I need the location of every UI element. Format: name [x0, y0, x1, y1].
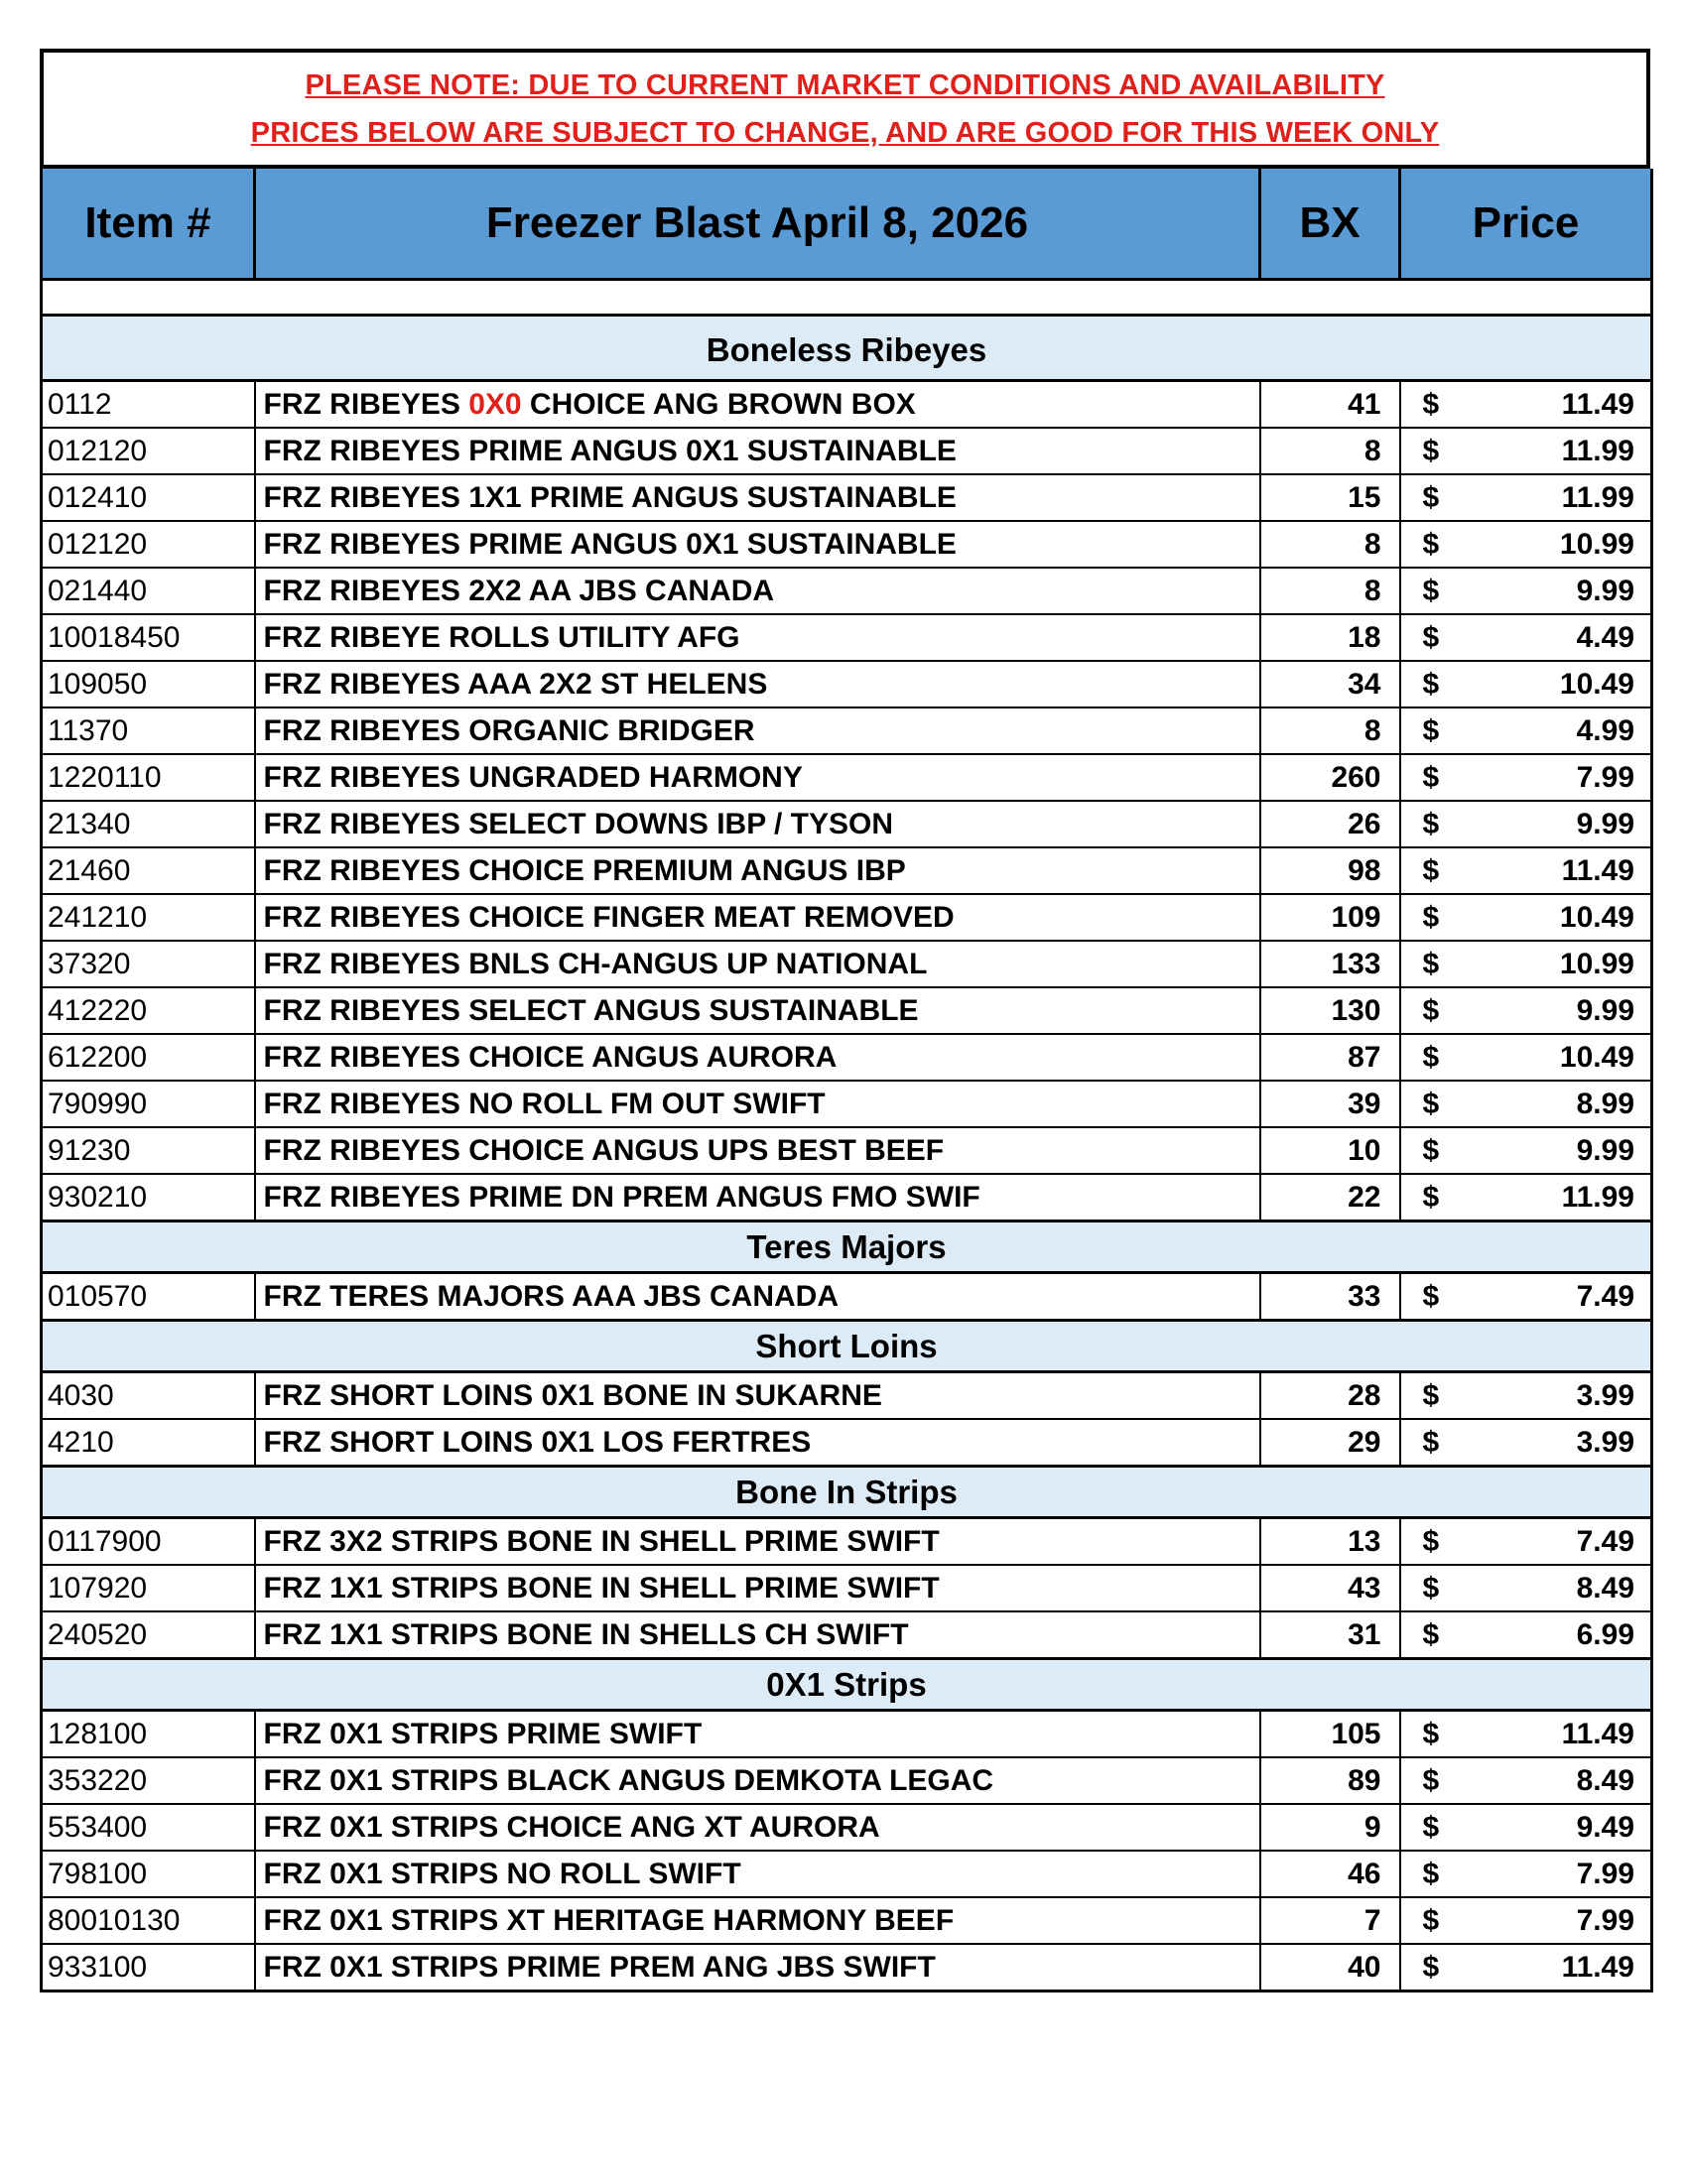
price-cell	[1400, 1897, 1652, 1944]
currency-symbol: $	[1422, 1425, 1440, 1459]
box-count: 10	[1260, 1127, 1400, 1174]
price-cell	[1400, 1944, 1652, 1991]
item-number: 128100	[42, 1711, 255, 1758]
price-amount: 10.49	[1559, 667, 1634, 701]
header-title: Freezer Blast April 8, 2026	[255, 169, 1260, 280]
item-description: FRZ RIBEYES AAA 2X2 ST HELENS	[255, 661, 1260, 707]
item-description: FRZ RIBEYES CHOICE PREMIUM ANGUS IBP	[255, 847, 1260, 894]
price-amount: 8.99	[1576, 1087, 1634, 1120]
box-count: 109	[1260, 894, 1400, 941]
price-cell	[1400, 1851, 1652, 1897]
item-description: FRZ 0X1 STRIPS BLACK ANGUS DEMKOTA LEGAC	[255, 1757, 1260, 1804]
currency-symbol: $	[1422, 1279, 1440, 1313]
price-amount: 7.49	[1576, 1524, 1634, 1558]
item-number: 553400	[42, 1804, 255, 1851]
table-row	[42, 428, 1652, 474]
section-title: Boneless Ribeyes	[42, 316, 1652, 381]
currency-symbol: $	[1422, 1857, 1440, 1890]
table-row	[42, 1127, 1652, 1174]
price-amount: 10.99	[1559, 947, 1634, 980]
section-header-row	[42, 1659, 1652, 1711]
currency-symbol: $	[1422, 667, 1440, 701]
item-description: FRZ 0X1 STRIPS PRIME PREM ANG JBS SWIFT	[255, 1944, 1260, 1991]
price-cell	[1400, 707, 1652, 754]
table-row	[42, 1273, 1652, 1321]
currency-symbol: $	[1422, 807, 1440, 840]
section-title: Short Loins	[42, 1321, 1652, 1372]
item-description: FRZ RIBEYES SELECT DOWNS IBP / TYSON	[255, 801, 1260, 847]
price-cell	[1400, 1419, 1652, 1467]
notice-line-1: PLEASE NOTE: DUE TO CURRENT MARKET CONDITIONS AND AVAILABILITY	[305, 68, 1385, 101]
header-item: Item #	[42, 169, 255, 280]
price-cell	[1400, 381, 1652, 429]
price-amount: 10.49	[1559, 900, 1634, 934]
currency-symbol: $	[1422, 1717, 1440, 1750]
box-count: 43	[1260, 1565, 1400, 1611]
table-row	[42, 1174, 1652, 1221]
price-cell	[1400, 801, 1652, 847]
item-description: FRZ 1X1 STRIPS BONE IN SHELLS CH SWIFT	[255, 1611, 1260, 1659]
currency-symbol: $	[1422, 853, 1440, 887]
table-row	[42, 1611, 1652, 1659]
box-count: 15	[1260, 474, 1400, 521]
price-amount: 7.99	[1576, 1857, 1634, 1890]
currency-symbol: $	[1422, 480, 1440, 514]
price-cell	[1400, 474, 1652, 521]
item-description: FRZ RIBEYES ORGANIC BRIDGER	[255, 707, 1260, 754]
currency-symbol: $	[1422, 1810, 1440, 1844]
price-cell	[1400, 1757, 1652, 1804]
box-count: 7	[1260, 1897, 1400, 1944]
price-cell	[1400, 941, 1652, 987]
item-description: FRZ RIBEYES PRIME DN PREM ANGUS FMO SWIF	[255, 1174, 1260, 1221]
item-number: 21340	[42, 801, 255, 847]
price-cell	[1400, 1711, 1652, 1758]
box-count: 8	[1260, 707, 1400, 754]
price-cell	[1400, 1174, 1652, 1221]
header-bx: BX	[1260, 169, 1400, 280]
item-description: FRZ RIBEYES SELECT ANGUS SUSTAINABLE	[255, 987, 1260, 1034]
price-table	[40, 169, 1653, 1992]
item-description: FRZ RIBEYES PRIME ANGUS 0X1 SUSTAINABLE	[255, 521, 1260, 568]
table-row	[42, 754, 1652, 801]
table-row	[42, 1804, 1652, 1851]
item-number: 0112	[42, 381, 255, 429]
item-description: FRZ RIBEYES CHOICE ANGUS UPS BEST BEEF	[255, 1127, 1260, 1174]
table-row	[42, 1711, 1652, 1758]
item-number: 91230	[42, 1127, 255, 1174]
item-description: FRZ SHORT LOINS 0X1 LOS FERTRES	[255, 1419, 1260, 1467]
price-cell	[1400, 847, 1652, 894]
item-description: FRZ 0X1 STRIPS CHOICE ANG XT AURORA	[255, 1804, 1260, 1851]
item-number: 0117900	[42, 1518, 255, 1566]
currency-symbol: $	[1422, 527, 1440, 561]
currency-symbol: $	[1422, 620, 1440, 654]
price-cell	[1400, 428, 1652, 474]
table-header-row	[42, 169, 1652, 280]
box-count: 41	[1260, 381, 1400, 429]
box-count: 130	[1260, 987, 1400, 1034]
price-cell	[1400, 568, 1652, 614]
currency-symbol: $	[1422, 1571, 1440, 1605]
box-count: 8	[1260, 568, 1400, 614]
item-number: 012120	[42, 428, 255, 474]
box-count: 8	[1260, 428, 1400, 474]
price-amount: 10.99	[1559, 527, 1634, 561]
box-count: 8	[1260, 521, 1400, 568]
price-amount: 3.99	[1576, 1378, 1634, 1412]
item-description: FRZ RIBEYES PRIME ANGUS 0X1 SUSTAINABLE	[255, 428, 1260, 474]
item-number: 11370	[42, 707, 255, 754]
item-number: 790990	[42, 1081, 255, 1127]
item-description: FRZ 1X1 STRIPS BONE IN SHELL PRIME SWIFT	[255, 1565, 1260, 1611]
item-number: 1220110	[42, 754, 255, 801]
price-sheet	[40, 49, 1650, 1992]
item-number: 240520	[42, 1611, 255, 1659]
table-row	[42, 614, 1652, 661]
price-amount: 9.99	[1576, 574, 1634, 607]
price-notice	[40, 49, 1650, 169]
currency-symbol: $	[1422, 1378, 1440, 1412]
box-count: 39	[1260, 1081, 1400, 1127]
item-number: 21460	[42, 847, 255, 894]
box-count: 22	[1260, 1174, 1400, 1221]
currency-symbol: $	[1422, 1617, 1440, 1651]
price-amount: 9.99	[1576, 1133, 1634, 1167]
price-cell	[1400, 1611, 1652, 1659]
price-cell	[1400, 754, 1652, 801]
price-amount: 11.99	[1561, 480, 1634, 514]
item-number: 933100	[42, 1944, 255, 1991]
box-count: 40	[1260, 1944, 1400, 1991]
section-title: 0X1 Strips	[42, 1659, 1652, 1711]
description-highlight: 0X0	[468, 387, 522, 421]
currency-symbol: $	[1422, 1087, 1440, 1120]
item-description: FRZ TERES MAJORS AAA JBS CANADA	[255, 1273, 1260, 1321]
header-price: Price	[1400, 169, 1652, 280]
price-cell	[1400, 1273, 1652, 1321]
table-row	[42, 1851, 1652, 1897]
table-row	[42, 801, 1652, 847]
item-number: 109050	[42, 661, 255, 707]
price-cell	[1400, 1565, 1652, 1611]
table-row	[42, 381, 1652, 429]
item-description	[255, 381, 1260, 429]
item-description: FRZ RIBEYES CHOICE FINGER MEAT REMOVED	[255, 894, 1260, 941]
price-amount: 6.99	[1576, 1617, 1634, 1651]
box-count: 28	[1260, 1372, 1400, 1420]
section-header-row	[42, 1321, 1652, 1372]
currency-symbol: $	[1422, 1180, 1440, 1214]
price-amount: 10.49	[1559, 1040, 1634, 1074]
item-number: 798100	[42, 1851, 255, 1897]
price-cell	[1400, 1127, 1652, 1174]
item-description: FRZ RIBEYES BNLS CH-ANGUS UP NATIONAL	[255, 941, 1260, 987]
item-number: 010570	[42, 1273, 255, 1321]
box-count: 105	[1260, 1711, 1400, 1758]
price-cell	[1400, 987, 1652, 1034]
price-cell	[1400, 1034, 1652, 1081]
price-amount: 7.99	[1576, 1903, 1634, 1937]
table-row	[42, 1034, 1652, 1081]
item-number: 930210	[42, 1174, 255, 1221]
spacer-row	[42, 280, 1652, 316]
item-description: FRZ RIBEYES 1X1 PRIME ANGUS SUSTAINABLE	[255, 474, 1260, 521]
item-description: FRZ RIBEYES UNGRADED HARMONY	[255, 754, 1260, 801]
price-amount: 11.99	[1561, 1180, 1634, 1214]
price-amount: 4.49	[1576, 620, 1634, 654]
table-row	[42, 1419, 1652, 1467]
section-header-row	[42, 316, 1652, 381]
price-cell	[1400, 1372, 1652, 1420]
price-amount: 9.99	[1576, 807, 1634, 840]
currency-symbol: $	[1422, 387, 1440, 421]
box-count: 46	[1260, 1851, 1400, 1897]
table-row	[42, 1757, 1652, 1804]
price-amount: 7.99	[1576, 760, 1634, 794]
price-cell	[1400, 614, 1652, 661]
box-count: 18	[1260, 614, 1400, 661]
price-amount: 3.99	[1576, 1425, 1634, 1459]
box-count: 87	[1260, 1034, 1400, 1081]
currency-symbol: $	[1422, 760, 1440, 794]
notice-line-2: PRICES BELOW ARE SUBJECT TO CHANGE, AND ARE GOOD FOR THIS WEEK ONLY	[250, 116, 1440, 149]
box-count: 98	[1260, 847, 1400, 894]
table-row	[42, 521, 1652, 568]
item-number: 10018450	[42, 614, 255, 661]
box-count: 133	[1260, 941, 1400, 987]
item-number: 012410	[42, 474, 255, 521]
currency-symbol: $	[1422, 993, 1440, 1027]
table-row	[42, 1081, 1652, 1127]
table-row	[42, 1518, 1652, 1566]
item-description: FRZ SHORT LOINS 0X1 BONE IN SUKARNE	[255, 1372, 1260, 1420]
item-description: FRZ 3X2 STRIPS BONE IN SHELL PRIME SWIFT	[255, 1518, 1260, 1566]
item-description: FRZ RIBEYES 2X2 AA JBS CANADA	[255, 568, 1260, 614]
item-number: 241210	[42, 894, 255, 941]
box-count: 34	[1260, 661, 1400, 707]
box-count: 31	[1260, 1611, 1400, 1659]
item-description: FRZ 0X1 STRIPS PRIME SWIFT	[255, 1711, 1260, 1758]
item-description: FRZ RIBEYE ROLLS UTILITY AFG	[255, 614, 1260, 661]
table-row	[42, 661, 1652, 707]
price-cell	[1400, 1081, 1652, 1127]
table-row	[42, 894, 1652, 941]
table-row	[42, 707, 1652, 754]
item-number: 4030	[42, 1372, 255, 1420]
table-row	[42, 847, 1652, 894]
table-body	[42, 280, 1652, 1991]
price-cell	[1400, 661, 1652, 707]
table-row	[42, 1944, 1652, 1991]
price-amount: 4.99	[1576, 713, 1634, 747]
currency-symbol: $	[1422, 713, 1440, 747]
section-header-row	[42, 1221, 1652, 1273]
price-cell	[1400, 1518, 1652, 1566]
description-part: CHOICE ANG BROWN BOX	[521, 387, 916, 421]
currency-symbol: $	[1422, 1040, 1440, 1074]
price-amount: 9.49	[1576, 1810, 1634, 1844]
box-count: 9	[1260, 1804, 1400, 1851]
item-number: 80010130	[42, 1897, 255, 1944]
price-amount: 7.49	[1576, 1279, 1634, 1313]
box-count: 33	[1260, 1273, 1400, 1321]
price-amount: 8.49	[1576, 1763, 1634, 1797]
table-row	[42, 987, 1652, 1034]
price-amount: 9.99	[1576, 993, 1634, 1027]
currency-symbol: $	[1422, 434, 1440, 467]
price-amount: 11.49	[1561, 1717, 1634, 1750]
table-row	[42, 474, 1652, 521]
table-row	[42, 568, 1652, 614]
item-number: 412220	[42, 987, 255, 1034]
currency-symbol: $	[1422, 900, 1440, 934]
table-row	[42, 1897, 1652, 1944]
item-number: 353220	[42, 1757, 255, 1804]
box-count: 89	[1260, 1757, 1400, 1804]
currency-symbol: $	[1422, 1524, 1440, 1558]
section-header-row	[42, 1467, 1652, 1518]
item-number: 107920	[42, 1565, 255, 1611]
section-title: Bone In Strips	[42, 1467, 1652, 1518]
description-part: FRZ RIBEYES	[263, 387, 469, 421]
box-count: 26	[1260, 801, 1400, 847]
currency-symbol: $	[1422, 1950, 1440, 1984]
item-description: FRZ 0X1 STRIPS NO ROLL SWIFT	[255, 1851, 1260, 1897]
currency-symbol: $	[1422, 1763, 1440, 1797]
item-number: 37320	[42, 941, 255, 987]
table-row	[42, 941, 1652, 987]
table-row	[42, 1372, 1652, 1420]
currency-symbol: $	[1422, 1903, 1440, 1937]
currency-symbol: $	[1422, 947, 1440, 980]
box-count: 13	[1260, 1518, 1400, 1566]
price-cell	[1400, 1804, 1652, 1851]
price-amount: 11.49	[1561, 853, 1634, 887]
currency-symbol: $	[1422, 1133, 1440, 1167]
table-row	[42, 1565, 1652, 1611]
price-amount: 11.49	[1561, 387, 1634, 421]
item-number: 612200	[42, 1034, 255, 1081]
box-count: 260	[1260, 754, 1400, 801]
price-amount: 11.49	[1561, 1950, 1634, 1984]
price-amount: 11.99	[1561, 434, 1634, 467]
item-description: FRZ RIBEYES NO ROLL FM OUT SWIFT	[255, 1081, 1260, 1127]
price-cell	[1400, 894, 1652, 941]
section-title: Teres Majors	[42, 1221, 1652, 1273]
price-cell	[1400, 521, 1652, 568]
item-description: FRZ 0X1 STRIPS XT HERITAGE HARMONY BEEF	[255, 1897, 1260, 1944]
box-count: 29	[1260, 1419, 1400, 1467]
item-number: 4210	[42, 1419, 255, 1467]
item-number: 021440	[42, 568, 255, 614]
item-number: 012120	[42, 521, 255, 568]
price-amount: 8.49	[1576, 1571, 1634, 1605]
currency-symbol: $	[1422, 574, 1440, 607]
item-description: FRZ RIBEYES CHOICE ANGUS AURORA	[255, 1034, 1260, 1081]
